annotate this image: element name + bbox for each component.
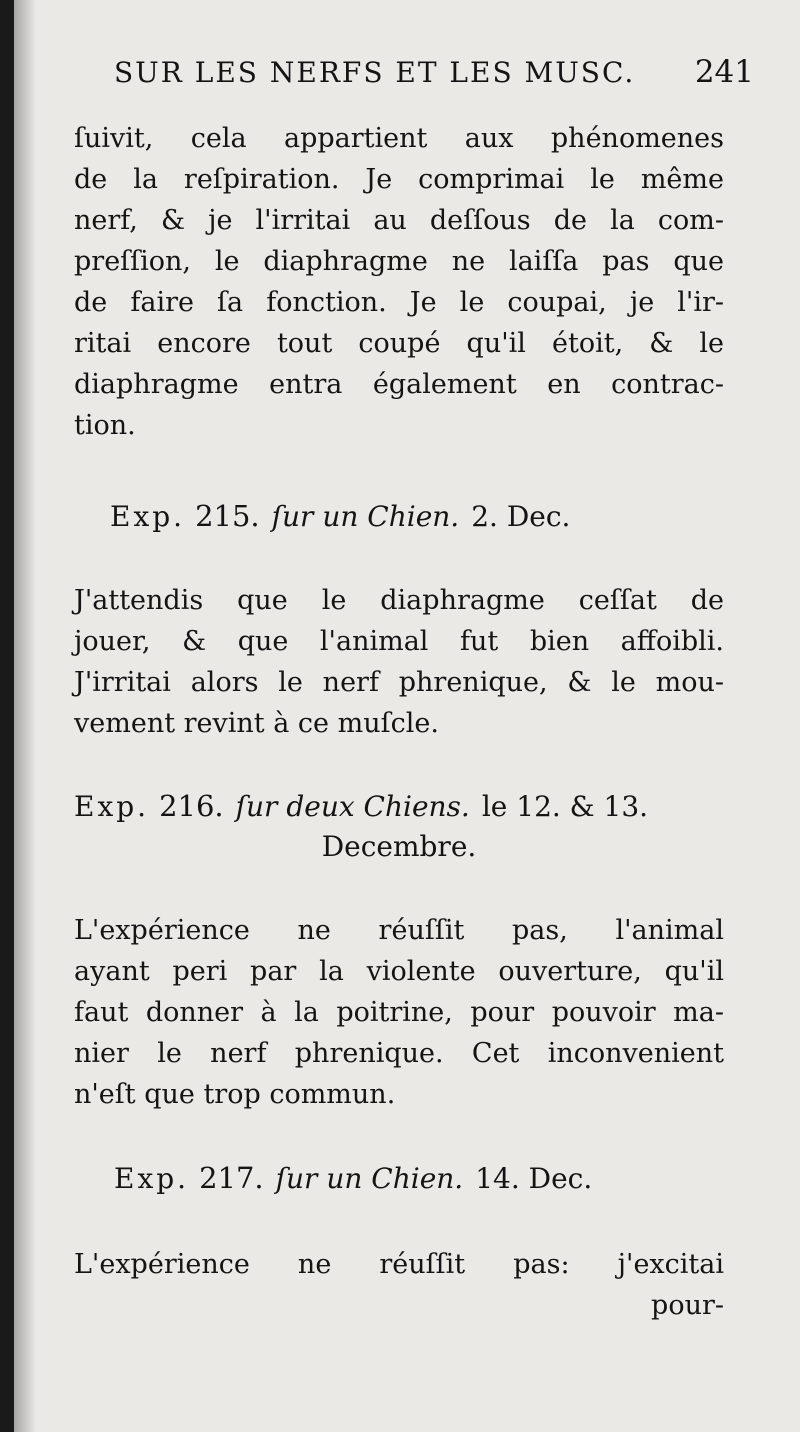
text-line: L'expérience ne réuſſit pas: j'excitai (74, 1249, 724, 1280)
exp-label: Exp. (114, 1162, 190, 1195)
experiment-215-heading (110, 496, 760, 537)
exp-date-continued: Decembre. (321, 830, 477, 863)
book-page (14, 0, 800, 1432)
text-line: de faire ſa fonction. Je le coupai, je l'ir- (74, 287, 724, 318)
text-line: vement revint à ce muſcle. (74, 708, 439, 739)
text-line: de la reſpiration. Je comprimai le même (74, 164, 724, 195)
text-line: jouer, & que l'animal fut bien affoibli. (74, 626, 724, 657)
exp-date: le 12. & 13. (481, 790, 649, 823)
paragraph-4 (74, 1244, 724, 1326)
text-line: L'expérience ne réuſſit pas, l'animal (74, 915, 724, 946)
exp-number: 217. (199, 1161, 264, 1195)
text-line: n'eſt que trop commun. (74, 1079, 396, 1110)
exp-title: ſur un Chien. (275, 1162, 464, 1195)
paragraph-1 (74, 118, 724, 446)
running-title: SUR LES NERFS ET LES MUSC. (114, 56, 636, 89)
text-line: nerf, & je l'irritai au deſſous de la com- (74, 205, 724, 236)
exp-date: 14. Dec. (475, 1162, 593, 1195)
exp-title: ſur un Chien. (271, 500, 460, 533)
paragraph-2 (74, 580, 724, 744)
text-line: nier le nerf phrenique. Cet inconvenient (74, 1038, 724, 1069)
spine-shadow (14, 0, 36, 1432)
catchword: pour- (651, 1290, 724, 1321)
experiment-217-heading (114, 1158, 764, 1199)
exp-label: Exp. (110, 500, 186, 533)
text-line: ayant peri par la violente ouverture, qu'il (74, 956, 724, 987)
page-number: 241 (694, 54, 754, 90)
exp-title: ſur deux Chiens. (235, 790, 470, 823)
exp-date: 2. Dec. (471, 500, 571, 533)
text-line: ſuivit, cela appartient aux phénomenes (74, 123, 724, 154)
text-line: tion. (74, 410, 136, 441)
text-line: preſſion, le diaphragme ne laiſſa pas que (74, 246, 724, 277)
text-line: J'irritai alors le nerf phrenique, & le mou- (74, 667, 724, 698)
exp-label: Exp. (74, 790, 150, 823)
experiment-216-heading (74, 786, 724, 867)
text-line: ritai encore tout coupé qu'il étoit, & le (74, 328, 724, 359)
text-line: diaphragme entra également en contrac- (74, 369, 724, 400)
exp-number: 215. (195, 499, 260, 533)
exp-number: 216. (159, 789, 224, 823)
text-line: faut donner à la poitrine, pour pouvoir ma- (74, 997, 724, 1028)
running-header (114, 56, 754, 89)
paragraph-3 (74, 910, 724, 1115)
text-line: J'attendis que le diaphragme ceſſat de (74, 585, 724, 616)
